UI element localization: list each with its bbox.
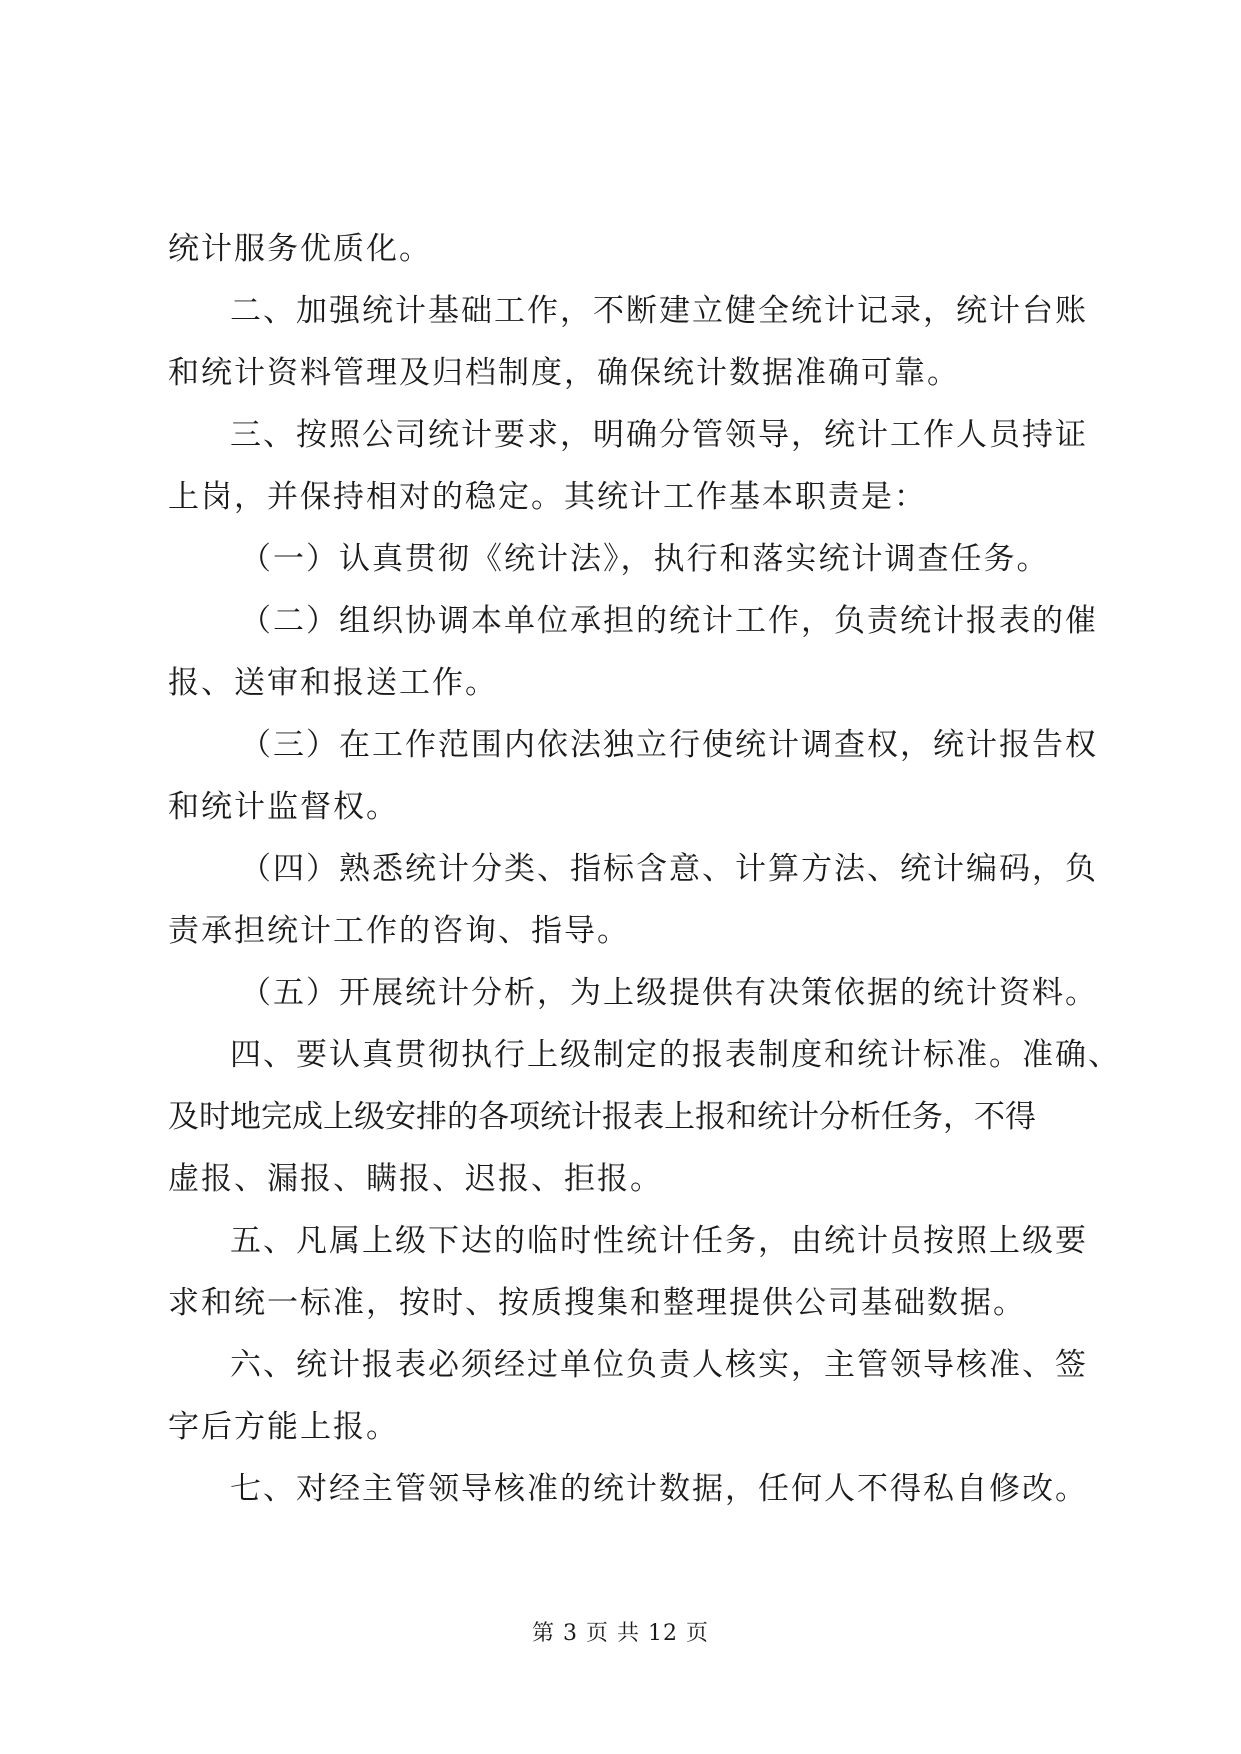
text-line: 责承担统计工作的咨询、指导。	[168, 913, 630, 949]
text-line: 上岗，并保持相对的稳定。其统计工作基本职责是：	[168, 479, 927, 515]
text-line: 求和统一标准，按时、按质搜集和整理提供公司基础数据。	[168, 1285, 1026, 1321]
text-line: 五、凡属上级下达的临时性统计任务，由统计员按照上级要	[230, 1223, 1088, 1259]
text-line: 六、统计报表必须经过单位负责人核实，主管领导核准、签	[230, 1347, 1088, 1383]
body-text	[168, 218, 1121, 1520]
text-line: 七、对经主管领导核准的统计数据，任何人不得私自修改。	[230, 1471, 1088, 1507]
text-line: 二、加强统计基础工作，不断建立健全统计记录，统计台账	[230, 293, 1088, 329]
text-line: 字后方能上报。	[168, 1409, 399, 1445]
text-line: 虚报、漏报、瞒报、迟报、拒报。	[168, 1161, 663, 1197]
text-line: （四）熟悉统计分类、指标含意、计算方法、统计编码，负	[240, 851, 1098, 887]
text-line: 和统计监督权。	[168, 789, 399, 825]
text-line: （三）在工作范围内依法独立行使统计调查权，统计报告权	[240, 727, 1098, 763]
text-line: 三、按照公司统计要求，明确分管领导，统计工作人员持证	[230, 417, 1088, 453]
text-line: （二）组织协调本单位承担的统计工作，负责统计报表的催	[240, 603, 1098, 639]
text-line: 和统计资料管理及归档制度，确保统计数据准确可靠。	[168, 355, 960, 391]
text-line: （五）开展统计分析，为上级提供有决策依据的统计资料。	[240, 975, 1098, 1011]
text-line: 及时地完成上级安排的各项统计报表上报和统计分析任务，不得	[168, 1099, 1036, 1135]
page-footer: 第 3 页 共 12 页	[532, 1621, 709, 1646]
text-line: 四、要认真贯彻执行上级制定的报表制度和统计标准。准确、	[230, 1037, 1121, 1073]
text-line: （一）认真贯彻《统计法》，执行和落实统计调查任务。	[240, 541, 1050, 577]
text-line: 统计服务优质化。	[168, 231, 432, 267]
text-line: 报、送审和报送工作。	[168, 665, 498, 701]
